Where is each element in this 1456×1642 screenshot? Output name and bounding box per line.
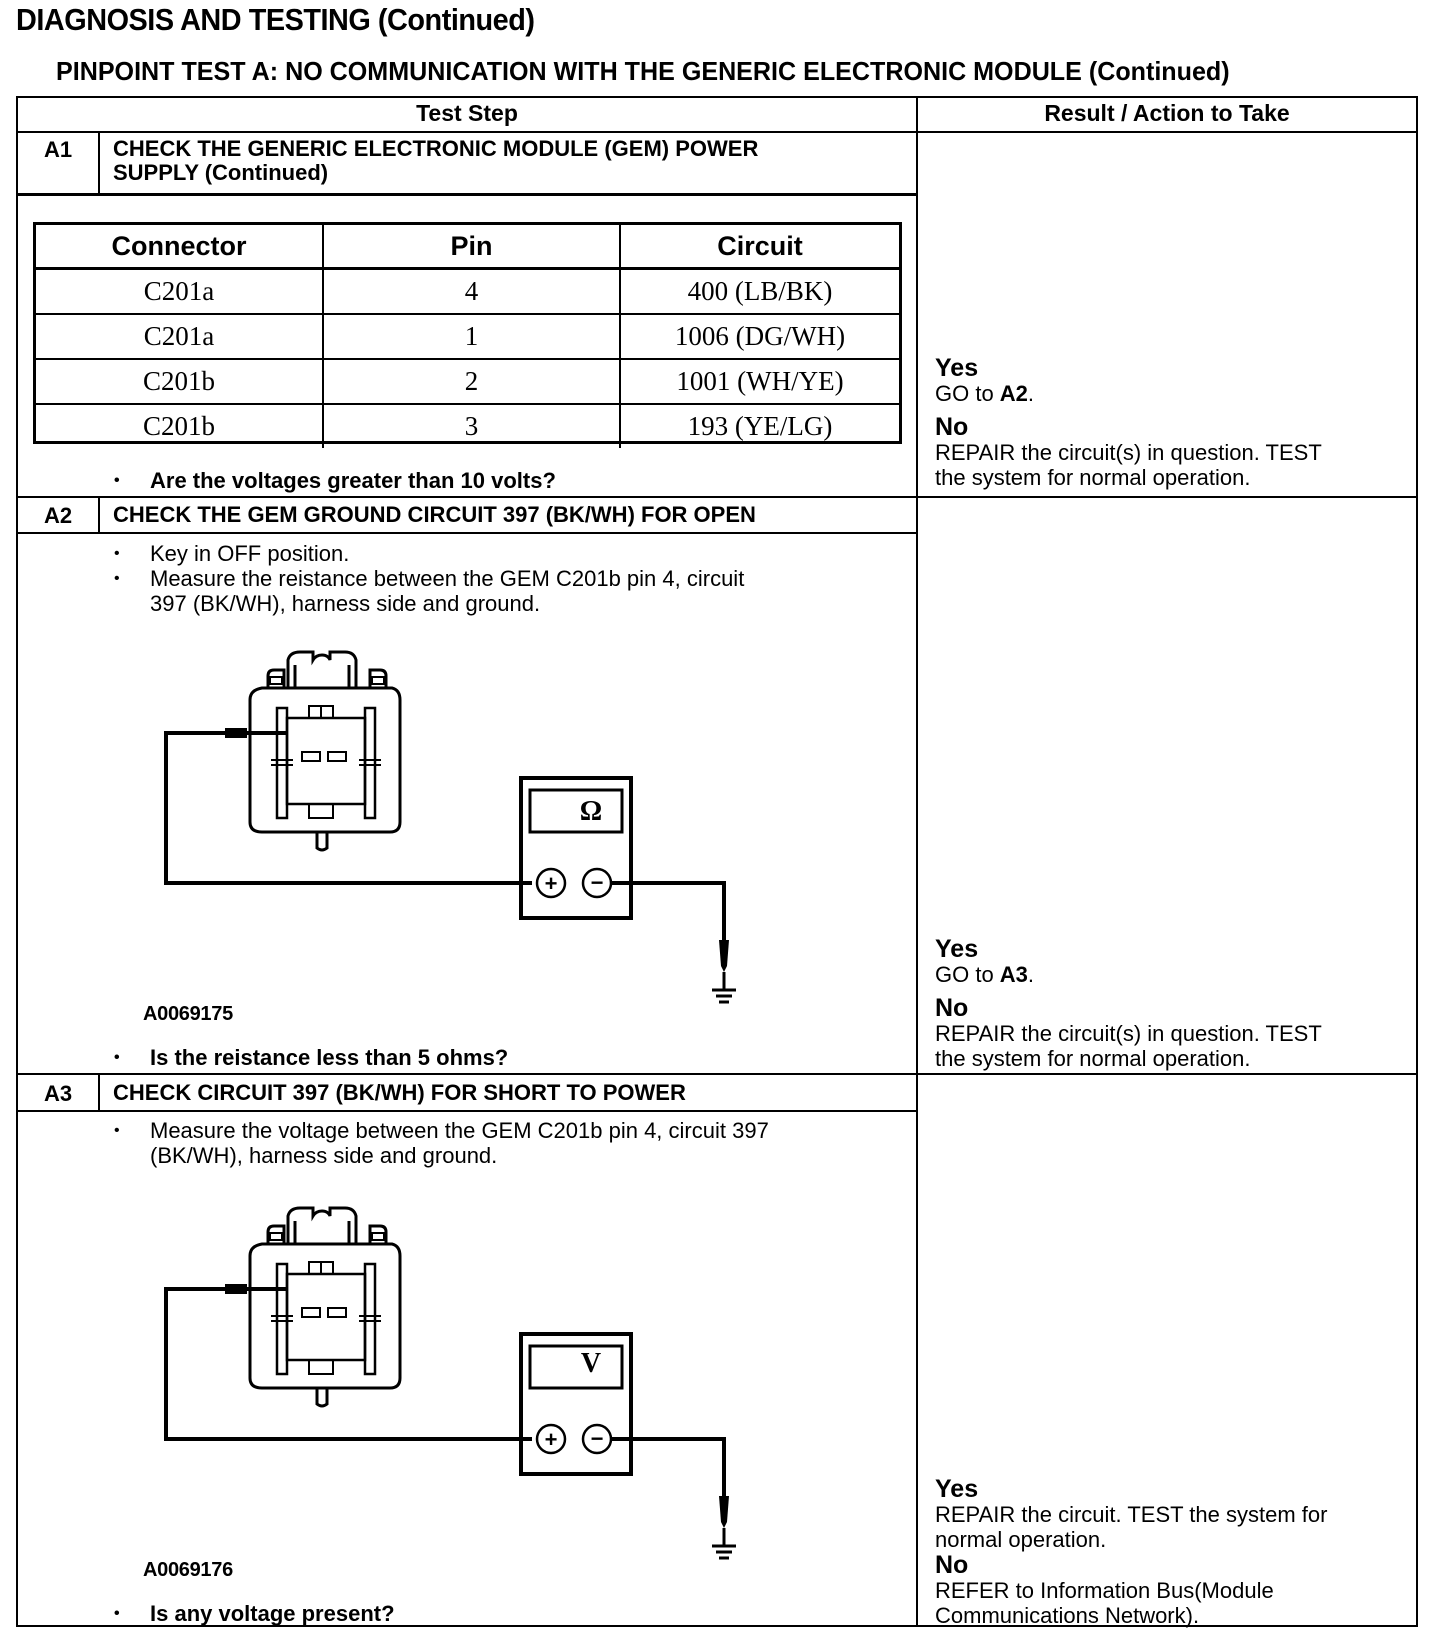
connector-icon [250,652,400,850]
test-lead-negative [611,883,724,940]
connector-pin-cavity [328,752,346,761]
probe-tip [225,728,247,738]
bullet-icon: • [114,1049,120,1066]
connector-rail [277,1264,287,1374]
cell-circuit: 1001 (WH/YE) [620,359,899,404]
connector-bottom-tab [309,804,333,818]
result-yes-line: REPAIR the circuit. TEST the system for [935,1502,1328,1527]
step-question-a3 [114,1601,395,1626]
test-lead-positive [166,733,532,883]
connector-lock [288,1208,356,1244]
connector-lock [288,652,356,688]
result-a2 [935,936,1322,1071]
ground-symbol-icon [712,990,736,1002]
connector-pin-cavity [302,1308,320,1317]
result-yes-label: Yes [935,1475,979,1503]
result-no-line: the system for normal operation. [935,465,1251,490]
bullet-text: (BK/WH), harness side and ground. [150,1143,498,1168]
cell-circuit: 193 (YE/LG) [620,404,899,448]
cell-pin: 3 [323,404,620,448]
figure-id-a2: A0069175 [143,1003,233,1025]
bullet-icon: • [114,545,120,562]
step-title-line: CHECK THE GENERIC ELECTRONIC MODULE (GEM) POWER [113,136,759,161]
result-no-label: No [935,994,969,1022]
result-yes-text [935,962,1322,987]
question-text: Are the voltages greater than 10 volts? [150,468,556,493]
cell-circuit: 400 (LB/BK) [620,269,899,315]
connector-icon [250,1208,400,1406]
connector-housing [287,718,365,804]
result-no-line: REFER to Information Bus(Module [935,1578,1274,1603]
question-text: Is any voltage present? [150,1601,395,1626]
connector-stem [317,1388,327,1406]
bullet-text: 397 (BK/WH), harness side and ground. [150,591,541,616]
connector-latch-slot [372,677,384,684]
diagram-a2 [166,652,736,1002]
connector-lock-arm [295,1221,349,1244]
result-no-line: the system for normal operation. [935,1046,1251,1071]
bullet-text: Measure the voltage between the GEM C201b pin 4, circuit 397 [150,1118,769,1143]
test-lead-negative [611,1439,724,1496]
goto-link-a3[interactable]: A3 [999,962,1028,987]
header-test-step: Test Step [416,100,518,126]
bullet-icon: • [114,472,120,489]
connector-latch-slot [270,1233,282,1240]
cell-pin: 1 [323,314,620,359]
col-pin: Pin [323,225,620,269]
step-title-a2: CHECK THE GEM GROUND CIRCUIT 397 (BK/WH) FOR OPEN [113,502,756,527]
connector-pin-cavity [302,752,320,761]
minus-sign-icon: − [590,1426,604,1451]
connector-housing [287,1274,365,1360]
col-circuit: Circuit [620,225,899,269]
cell-connector: C201a [36,269,323,315]
bullet-icon: • [114,570,120,587]
cell-connector: C201b [36,404,323,448]
result-a3 [935,1476,1327,1628]
minus-sign-icon: − [590,870,604,895]
cell-connector: C201b [36,359,323,404]
question-text: Is the reistance less than 5 ohms? [150,1045,509,1070]
cell-pin: 4 [323,269,620,315]
result-no-line: REPAIR the circuit(s) in question. TEST [935,1021,1322,1046]
bullet-icon: • [114,1122,120,1139]
step-id-a2: A2 [43,503,73,528]
result-no-label: No [935,1551,969,1579]
result-yes-suffix: . [1027,962,1035,987]
connector-rail [365,1264,375,1374]
connector-rail [365,708,375,818]
goto-link-a2[interactable]: A2 [999,381,1028,406]
ground-symbol-icon [712,1546,736,1558]
connector-lock-arm [295,665,349,688]
probe-tip [225,1284,247,1294]
step-title-line: SUPPLY (Continued) [113,160,329,185]
plus-sign-icon: + [544,871,558,896]
test-lead-positive [166,1289,532,1439]
connector-pin-cavity [328,1308,346,1317]
connector-latch-slot [372,1233,384,1240]
result-no-line: Communications Network). [935,1603,1200,1628]
cell-pin: 2 [323,359,620,404]
page-title: DIAGNOSIS AND TESTING (Continued) [16,2,535,37]
result-yes-label: Yes [935,354,979,382]
bullet-icon: • [114,1605,120,1622]
connector-latch-slot [270,677,282,684]
result-yes-prefix: GO to [935,962,1000,987]
meter-display-volt: V [580,1348,602,1379]
plus-sign-icon: + [544,1427,558,1452]
result-yes-prefix: GO to [935,381,1000,406]
connector-stem [317,832,327,850]
cell-connector: C201a [36,314,323,359]
result-yes-line: normal operation. [935,1527,1107,1552]
cell-circuit: 1006 (DG/WH) [620,314,899,359]
meter-display-ohm: Ω [579,796,603,827]
pinpoint-test-title: PINPOINT TEST A: NO COMMUNICATION WITH THE GENERIC ELECTRONIC MODULE (Continued) [56,56,1230,86]
col-connector: Connector [36,225,323,269]
ground-probe [719,1496,729,1528]
bullet-text: Key in OFF position. [150,541,350,566]
result-no-label: No [935,413,969,441]
bullet-text: Measure the reistance between the GEM C201b pin 4, circuit [150,566,745,591]
result-no-line: REPAIR the circuit(s) in question. TEST [935,440,1322,465]
diagram-a3 [166,1208,736,1558]
ground-probe [719,940,729,972]
result-yes-label: Yes [935,935,979,963]
step-id-a1: A1 [43,137,73,162]
connector-bottom-tab [309,1360,333,1374]
step-bullet [114,1118,769,1168]
step-title-a3: CHECK CIRCUIT 397 (BK/WH) FOR SHORT TO POWER [113,1080,686,1105]
connector-rail [277,708,287,818]
step-question-a2 [114,1045,509,1070]
step-id-a3: A3 [43,1081,73,1106]
figure-id-a3: A0069176 [143,1559,233,1581]
header-result: Result / Action to Take [1044,100,1290,126]
result-yes-suffix: . [1027,381,1035,406]
